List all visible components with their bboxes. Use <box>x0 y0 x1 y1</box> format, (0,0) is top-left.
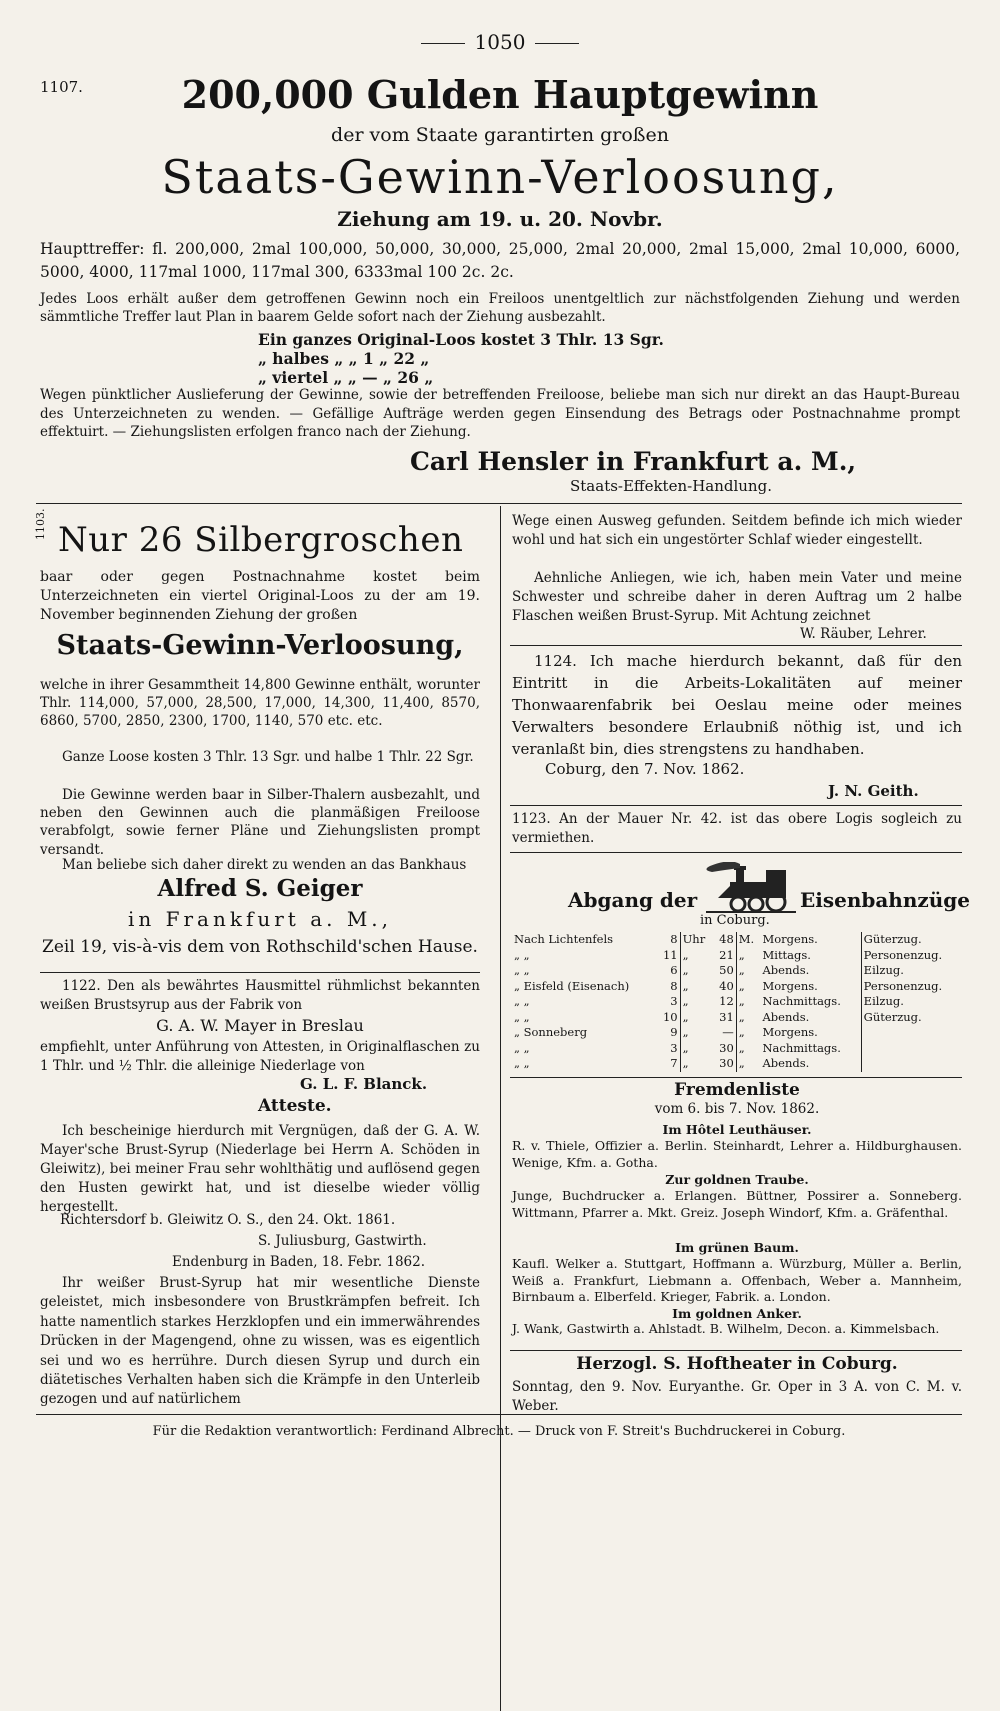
top-ad-draw-date: Ziehung am 19. u. 20. Novbr. <box>337 207 663 231</box>
train-type: Eilzug. <box>861 994 962 1010</box>
ad1122-sign1: S. Juliusburg, Gastwirth. <box>258 1233 427 1249</box>
train-destination: „ „ <box>514 1009 530 1024</box>
train-m: „ <box>736 1025 760 1041</box>
train-m: „ <box>736 1041 760 1057</box>
ad1122-maker: G. A. W. Mayer in Breslau <box>156 1016 364 1035</box>
train-row <box>512 1041 962 1057</box>
ad1124-text: 1124. Ich mache hierdurch bekannt, daß für den Eintritt in die Arbeits-Lokalitäten auf meiner Thonwaarenfabrik bei Oeslau meine oder meines Verwalters besondere Erlaubniß nöthig ist, und ich veranlaßt bin, dies strengstens zu handhaben. <box>512 652 962 758</box>
train-type: Güterzug. <box>861 1010 962 1026</box>
train-hour: 3 <box>670 1040 678 1055</box>
train-uhr: „ <box>680 994 713 1010</box>
ad1122-seller: G. L. F. Blanck. <box>300 1075 428 1093</box>
train-uhr: „ <box>680 1025 713 1041</box>
train-daytime: Morgens. <box>762 978 818 993</box>
top-ad-subheadline: der vom Staate garantirten großen <box>331 124 669 146</box>
train-type: Eilzug. <box>861 963 962 979</box>
hotel-heading-3: Im grünen Baum. <box>675 1240 799 1255</box>
train-hour: 8 <box>670 978 678 993</box>
ad1103-text1: baar oder gegen Postnachnahme kostet beim Unterzeichneten ein viertel Original-Loos zu der am 19. November beginnenden Ziehung der großen <box>40 569 480 623</box>
train-m: „ <box>736 1056 760 1072</box>
top-ad-title: Staats-Gewinn-Verloosung, <box>161 150 839 204</box>
train-destination: Nach Lichtenfels <box>514 932 614 946</box>
train-daytime: Nachmittags. <box>762 994 841 1008</box>
train-minute: 12 <box>719 994 734 1008</box>
train-uhr: „ <box>680 1010 713 1026</box>
train-daytime: Nachmittags. <box>762 1040 841 1055</box>
train-m: M. <box>736 932 760 948</box>
testimonial-continued-2: Aehnliche Anliegen, wie ich, haben mein Vater und meine Schwester und schreibe daher in deren Auftrag um 2 halbe Flaschen weißen Brust-Syrup. Mit Achtung zeichnet <box>512 570 962 624</box>
ad1103-firm-address: Zeil 19, vis-à-vis dem von Rothschild'schen Hause. <box>42 937 478 957</box>
fremdenliste-title: Fremdenliste <box>674 1080 800 1100</box>
ad1103-title: Staats-Gewinn-Verloosung, <box>56 630 464 661</box>
train-uhr: „ <box>680 1056 713 1072</box>
ad-number-1103: 1103. <box>34 508 47 540</box>
top-ad-prizes: Haupttreffer: fl. 200,000, 2mal 100,000, 50,000, 30,000, 25,000, 2mal 20,000, 2mal 15,000, 2mal 10,000, 6000, 5000, 4000, 117mal 1000, 117mal 300, 6333mal 100 2c. 2c. <box>40 240 960 281</box>
fremdenliste-date: vom 6. bis 7. Nov. 1862. <box>654 1101 820 1117</box>
column-divider <box>500 506 501 1711</box>
right-divider-3 <box>510 852 962 853</box>
train-m: „ <box>736 979 760 995</box>
right-divider-2 <box>510 805 962 806</box>
train-row <box>512 948 962 964</box>
trains-title-left: Abgang der <box>568 888 698 912</box>
ad1103-text5: Man beliebe sich daher direkt zu wenden an das Bankhaus <box>62 857 467 873</box>
ad1122-place2: Endenburg in Baden, 18. Febr. 1862. <box>172 1254 425 1270</box>
hotel-heading-1: Im Hôtel Leuthäuser. <box>662 1122 812 1137</box>
train-uhr: „ <box>680 979 713 995</box>
ad-number-1107: 1107. <box>40 78 83 96</box>
right-divider-1 <box>510 645 962 646</box>
top-ad-firm: Carl Hensler in Frankfurt a. M., <box>410 447 857 476</box>
locomotive-icon <box>700 862 798 914</box>
hotel-heading-2: Zur goldnen Traube. <box>665 1172 809 1187</box>
train-hour: 10 <box>662 1009 678 1024</box>
train-destination: „ „ <box>514 963 530 977</box>
train-uhr: „ <box>680 948 713 964</box>
train-uhr: Uhr <box>680 932 713 948</box>
ad1103-headline: Nur 26 Silbergroschen <box>58 520 464 560</box>
top-ad-headline: 200,000 Gulden Hauptgewinn <box>181 72 819 117</box>
right-divider-5 <box>510 1350 962 1351</box>
train-uhr: „ <box>680 1041 713 1057</box>
train-daytime: Morgens. <box>762 932 818 946</box>
train-m: „ <box>736 963 760 979</box>
train-daytime: Abends. <box>762 1009 810 1024</box>
train-hour: 9 <box>670 1025 678 1039</box>
train-minute: 40 <box>719 978 734 993</box>
ad1103-firm-city: in Frankfurt a. M., <box>127 907 393 931</box>
right-divider-4 <box>510 1077 962 1078</box>
hotel-guests-1: R. v. Thiele, Offizier a. Berlin. Steinhardt, Lehrer a. Hildburghausen. Wenige, Kfm. a. Gotha. <box>512 1138 962 1170</box>
page-number-text: 1050 <box>474 30 526 54</box>
ad1122-text4: Ihr weißer Brust-Syrup hat mir wesentliche Dienste geleistet, mich insbesondere von Brustkrämpfen befreit. Ich hatte namentlich starkes Herzklopfen und ein immerwährendes Drücken in der Magengend, ohne zu wissen, was es eigentlich sei und wo es herrühre. Durch diesen Syrup und durch ein diätetisches Verhalten haben sich die Krämpfe in den Unterleib gezogen und auf natürlichem <box>40 1275 480 1408</box>
testimonial-continued: Wege einen Ausweg gefunden. Seitdem befinde ich mich wieder wohl und hat sich ein ungestörter Schlaf wieder eingestellt. <box>512 513 962 548</box>
hotel-guests-2: Junge, Buchdrucker a. Erlangen. Büttner, Possirer a. Sonneberg. Wittmann, Pfarrer a. Mkt. Greiz. Joseph Windorf, Kfm. a. Gräfenthal. <box>512 1188 962 1220</box>
ad1122-text1: 1122. Den als bewährtes Hausmittel rühmlichst bekannten weißen Brustsyrup aus der Fabrik von <box>40 978 480 1013</box>
top-ad-price-whole: Ein ganzes Original-Loos kostet 3 Thlr. 13 Sgr. <box>258 330 664 349</box>
ad1103-text3: Ganze Loose kosten 3 Thlr. 13 Sgr. und halbe 1 Thlr. 22 Sgr. <box>62 749 474 765</box>
ad1124-place: Coburg, den 7. Nov. 1862. <box>545 760 745 778</box>
top-ad-text2: Wegen pünktlicher Auslieferung der Gewinne, sowie der betreffenden Freiloose, beliebe man sich nur direkt an das Haupt-Bureau des Unterzeichneten zu wenden. — Gefällige Aufträge werden gegen Einsendung des Betrags oder Postnachnahme prompt effektuirt. — Ziehungslisten erfolgen franco nach der Ziehung. <box>40 387 960 440</box>
train-minute: 48 <box>719 932 734 946</box>
train-row <box>512 979 962 995</box>
train-row <box>512 994 962 1010</box>
train-minute: 31 <box>719 1009 734 1024</box>
top-ad-price-half: „ halbes „ „ 1 „ 22 „ <box>258 349 430 368</box>
train-minute: 21 <box>719 947 734 962</box>
train-type <box>861 1041 962 1057</box>
ad1103-text4: Die Gewinne werden baar in Silber-Thalern ausbezahlt, und neben den Gewinnen auch die planmäßigen Freiloose verabfolgt, sowie ferner Pläne und Ziehungslisten prompt versandt. <box>40 787 480 858</box>
train-schedule-table <box>512 932 962 1072</box>
hotel-guests-4: J. Wank, Gastwirth a. Ahlstadt. B. Wilhelm, Decon. a. Kimmelsbach. <box>512 1321 940 1336</box>
train-minute: 30 <box>719 1040 734 1055</box>
testimonial-signature: W. Räuber, Lehrer. <box>800 626 927 642</box>
ad1122-attest-heading: Atteste. <box>258 1096 332 1116</box>
ad1124-signature: J. N. Geith. <box>828 782 919 800</box>
train-destination: „ Sonneberg <box>514 1025 588 1039</box>
hotel-guests-3: Kaufl. Welker a. Stuttgart, Hoffmann a. Würzburg, Müller a. Berlin, Weiß a. Frankfurt, Liebmann a. Offenbach, Weber a. Mannheim, Birnbaum a. Elberfeld. Krieger, Fabrik. a. London. <box>512 1256 962 1304</box>
train-hour: 11 <box>662 947 678 962</box>
footer-divider <box>36 1414 962 1415</box>
train-daytime: Abends. <box>762 1056 810 1070</box>
train-hour: 7 <box>670 1056 678 1070</box>
train-destination: „ „ <box>514 994 530 1008</box>
top-ad-firm-sub: Staats-Effekten-Handlung. <box>570 477 772 495</box>
ad1122-text3: Ich bescheinige hierdurch mit Vergnügen, daß der G. A. W. Mayer'sche Brust-Syrup (Niederlage bei Herrn A. Schöden in Gleiwitz), bei meiner Frau sehr wohlthätig und auflösend gegen den Husten gewirkt hat, und ist dieselbe wieder völlig hergestellt. <box>40 1123 480 1215</box>
train-minute: 50 <box>719 963 734 977</box>
train-m: „ <box>736 948 760 964</box>
train-row <box>512 1056 962 1072</box>
footer-imprint: Für die Redaktion verantwortlich: Ferdinand Albrecht. — Druck von F. Streit's Buchdruckerei in Coburg. <box>152 1424 846 1439</box>
train-m: „ <box>736 994 760 1010</box>
trains-subtitle: in Coburg. <box>700 913 770 928</box>
left-divider-1 <box>40 972 480 973</box>
ad1103-text2: welche in ihrer Gesammtheit 14,800 Gewinne enthält, worunter Thlr. 114,000, 57,000, 28,500, 17,000, 14,300, 11,400, 8570, 6860, 5700, 2850, 2300, 1700, 1140, 570 etc. etc. <box>40 677 480 730</box>
train-row <box>512 963 962 979</box>
top-ad-price-quarter: „ viertel „ „ — „ 26 „ <box>258 368 434 387</box>
train-row <box>512 1025 962 1041</box>
ad1122-place1: Richtersdorf b. Gleiwitz O. S., den 24. Okt. 1861. <box>60 1212 396 1228</box>
train-destination: „ „ <box>514 947 530 962</box>
ad1103-firm-name: Alfred S. Geiger <box>157 875 363 902</box>
train-type <box>861 1056 962 1072</box>
train-row <box>512 932 962 948</box>
train-type <box>861 1025 962 1041</box>
train-type: Personenzug. <box>861 979 962 995</box>
train-destination: „ „ <box>514 1040 530 1055</box>
train-daytime: Morgens. <box>762 1025 818 1039</box>
train-minute: 30 <box>719 1056 734 1070</box>
train-row <box>512 1010 962 1026</box>
train-uhr: „ <box>680 963 713 979</box>
train-hour: 8 <box>670 932 678 946</box>
train-minute: — <box>722 1025 734 1039</box>
train-hour: 6 <box>670 963 678 977</box>
train-destination: „ Eisfeld (Eisenach) <box>514 978 630 993</box>
theater-title: Herzogl. S. Hoftheater in Coburg. <box>576 1354 898 1374</box>
theater-text: Sonntag, den 9. Nov. Euryanthe. Gr. Oper in 3 A. von C. M. v. Weber. <box>512 1379 962 1414</box>
top-divider <box>36 503 962 504</box>
train-type: Güterzug. <box>861 932 962 948</box>
hotel-heading-4: Im goldnen Anker. <box>672 1306 802 1321</box>
trains-title-right: Eisenbahnzüge <box>800 888 970 912</box>
train-destination: „ „ <box>514 1056 530 1070</box>
train-daytime: Abends. <box>762 963 810 977</box>
top-ad-text1: Jedes Loos erhält außer dem getroffenen Gewinn noch ein Freiloos unentgeltlich zur nächstfolgenden Ziehung und werden sämmtliche Treffer laut Plan in baarem Gelde sofort nach der Ziehung ausbezahlt. <box>40 291 960 325</box>
train-daytime: Mittags. <box>762 947 811 962</box>
ad1122-text2: empfiehlt, unter Anführung von Attesten, in Originalflaschen zu 1 Thlr. und ½ Thlr. die alleinige Niederlage von <box>40 1039 480 1074</box>
train-type: Personenzug. <box>861 948 962 964</box>
train-hour: 3 <box>670 994 678 1008</box>
page-number <box>0 30 1000 54</box>
ad1123-text: 1123. An der Mauer Nr. 42. ist das obere Logis sogleich zu vermiethen. <box>512 811 962 846</box>
train-m: „ <box>736 1010 760 1026</box>
